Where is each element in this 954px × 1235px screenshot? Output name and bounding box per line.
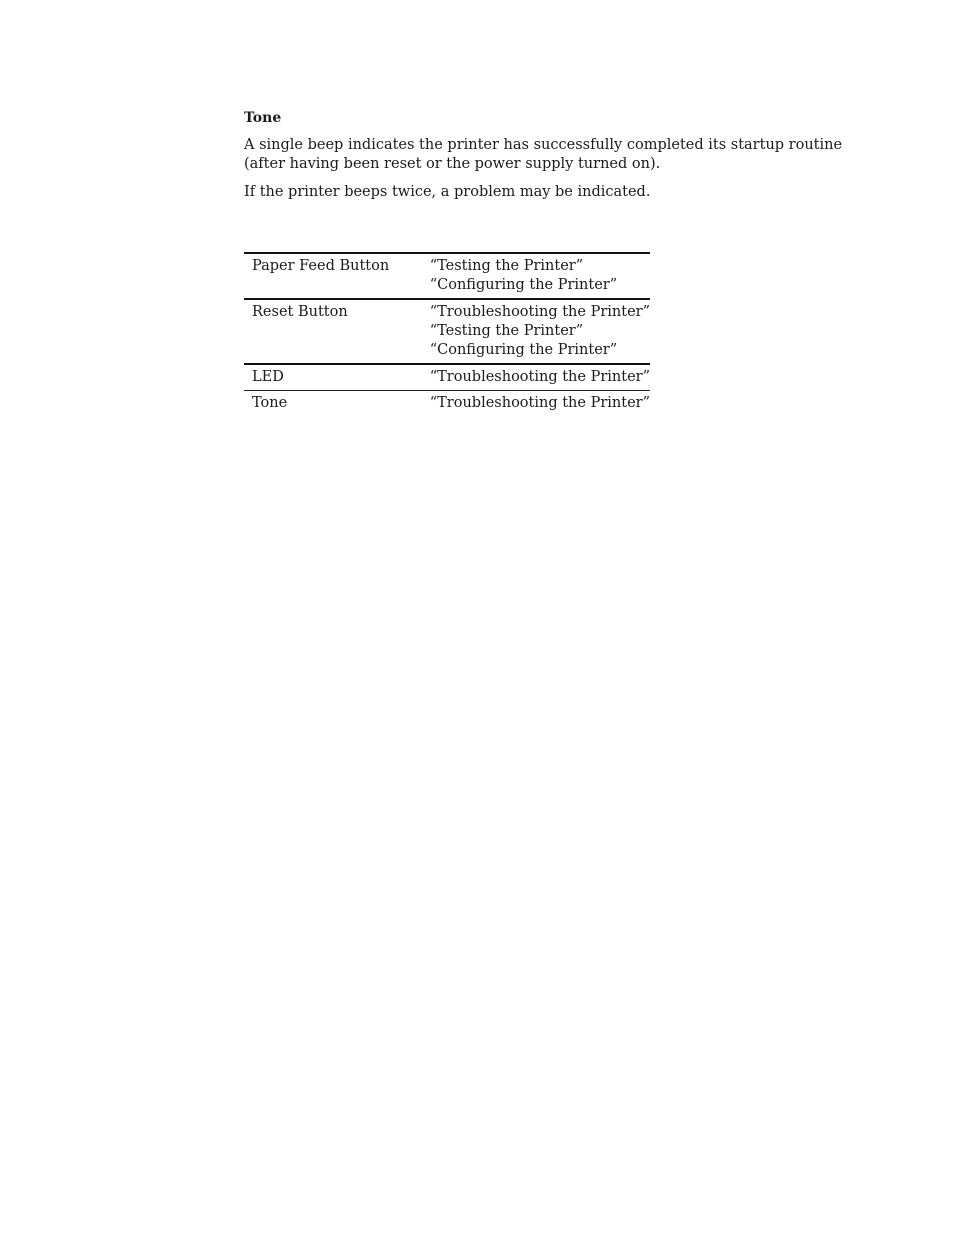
row-label: LED [252, 369, 284, 385]
row-references [422, 253, 650, 299]
row-label: Paper Feed Button [252, 258, 390, 274]
reference-item: “Testing the Printer” [429, 258, 584, 274]
table-row [244, 391, 650, 417]
reference-item: “Configuring the Printer” [429, 277, 618, 293]
table-row [244, 299, 650, 364]
tone-section [244, 108, 844, 211]
paragraph-beeps-twice: If the printer beeps twice, a problem may be indicated. [244, 184, 651, 200]
table-row [244, 253, 650, 299]
table-row [244, 364, 650, 391]
reference-item: “Testing the Printer” [429, 323, 584, 339]
reference-item: “Configuring the Printer” [429, 342, 618, 358]
section-heading: Tone [244, 110, 282, 126]
reference-table [244, 252, 650, 416]
row-label: Tone [252, 395, 288, 411]
reference-item: “Troubleshooting the Printer” [429, 304, 650, 320]
paragraph-single-beep: A single beep indicates the printer has successfully completed its startup routine (after having been reset or the power supply turned on). [244, 137, 843, 172]
row-label: Reset Button [252, 304, 348, 320]
row-references [422, 391, 650, 417]
reference-item: “Troubleshooting the Printer” [429, 369, 650, 385]
reference-item: “Troubleshooting the Printer” [429, 395, 650, 411]
row-references [422, 364, 650, 391]
row-references [422, 299, 650, 364]
